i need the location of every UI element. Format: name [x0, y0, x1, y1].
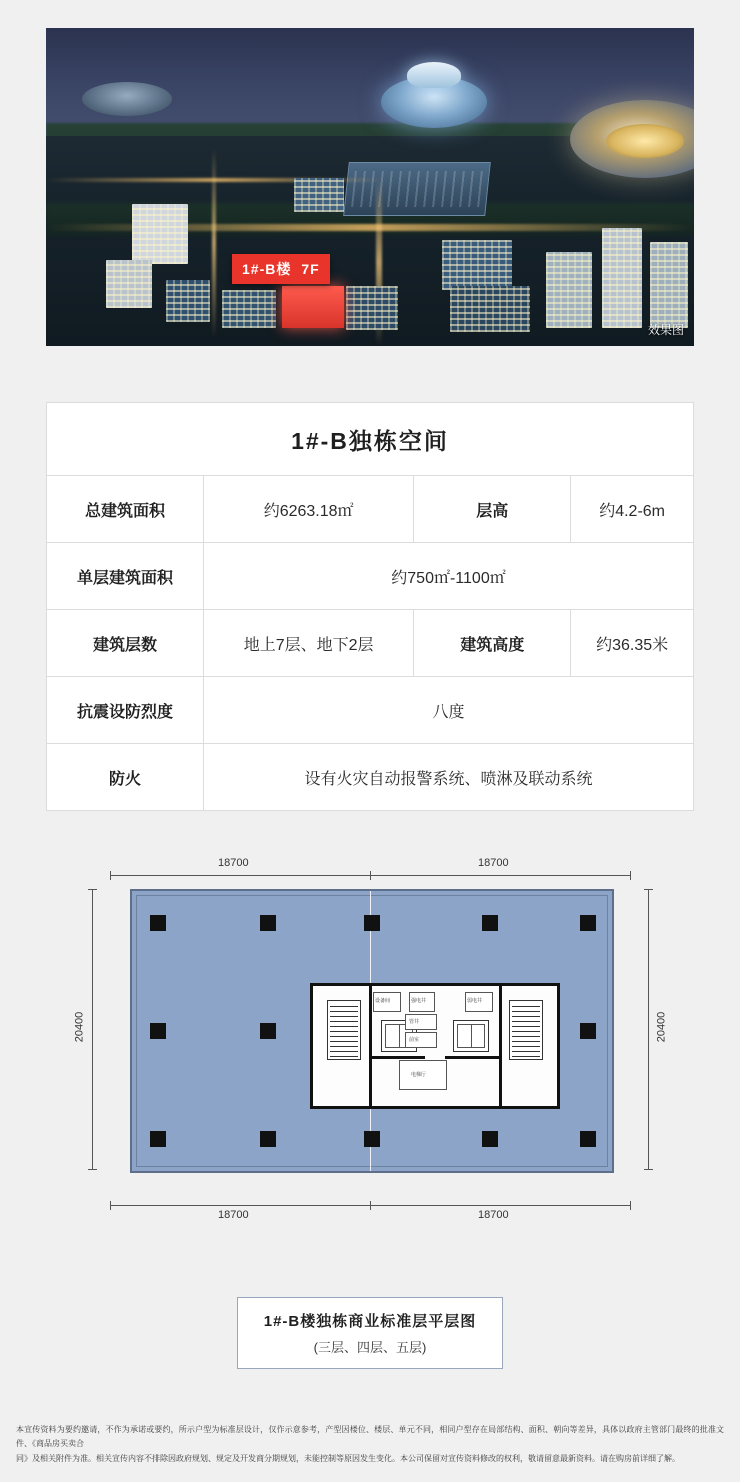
table-row-title: [47, 403, 694, 476]
dimension-line-left: [92, 889, 93, 1169]
plan-caption-subtitle: (三层、四层、五层): [313, 1340, 427, 1355]
spec-label: 抗震设防烈度: [47, 677, 204, 744]
core-wall: [369, 1056, 425, 1059]
dimension-tick: [370, 1201, 371, 1210]
room-label: 弱电井: [467, 998, 483, 1004]
spec-label: 层高: [414, 476, 571, 543]
structural-column: [150, 1131, 166, 1147]
dimension-label-bottom-right: 18700: [478, 1209, 509, 1221]
table-row: [47, 677, 694, 744]
spec-value: 八度: [204, 677, 694, 744]
structural-column: [150, 915, 166, 931]
road-vertical-left: [212, 148, 216, 338]
building-block: [106, 260, 152, 308]
table-row: [47, 476, 694, 543]
dimension-label-left: 20400: [73, 1011, 86, 1043]
dimension-tick: [644, 1169, 653, 1170]
spec-label: 防火: [47, 744, 204, 811]
building-tag-name: 1#-B楼: [242, 261, 292, 277]
building-block: [132, 204, 188, 264]
building-tag: [232, 254, 330, 284]
highlighted-building: [282, 286, 344, 328]
floor-slab: [130, 889, 614, 1173]
spec-value: 约6263.18㎡: [204, 476, 414, 543]
dimension-tick: [110, 871, 111, 880]
table-row: [47, 543, 694, 610]
core-wall: [499, 986, 502, 1106]
aerial-render-image: [46, 28, 694, 346]
structural-column: [150, 1023, 166, 1039]
floor-plan-drawing: [70, 853, 670, 1263]
building-block: [602, 228, 642, 328]
dimension-tick: [644, 889, 653, 890]
structural-column: [482, 915, 498, 931]
hero-section: [0, 0, 740, 346]
structural-column: [260, 915, 276, 931]
structural-column: [580, 1023, 596, 1039]
room-label: 强电井: [411, 998, 427, 1004]
spec-value: 地上7层、地下2层: [204, 610, 414, 677]
dimension-label-top-left: 18700: [218, 857, 249, 869]
plan-caption-title: 1#-B楼独栋商业标准层平层图: [263, 1313, 477, 1330]
spec-label: 建筑高度: [414, 610, 571, 677]
building-block: [294, 178, 344, 212]
building-block: [442, 240, 512, 290]
core-wall: [445, 1056, 502, 1059]
spec-table: [46, 402, 694, 811]
dimension-label-top-right: 18700: [478, 857, 509, 869]
building-block: [166, 280, 210, 322]
structural-column: [364, 1131, 380, 1147]
building-block: [450, 286, 530, 332]
structural-column: [482, 1131, 498, 1147]
render-caption: 效果图: [647, 323, 684, 337]
spec-label: 建筑层数: [47, 610, 204, 677]
stair-right: [509, 1000, 543, 1060]
room-label: 管井: [409, 1019, 420, 1025]
disclaimer-line-2: 同》及相关附件为准。相关宣传内容不排除因政府规划、规定及开发商分期规划，未能控制等原因发生变化。本公司保留对宣传资料修改的权利，敬请留意最新资料。请在购房前详细了解。: [16, 1453, 680, 1463]
structural-column: [260, 1131, 276, 1147]
dimension-label-bottom-left: 18700: [218, 1209, 249, 1221]
floor-plan-section: [0, 811, 740, 1263]
dimension-tick: [88, 889, 97, 890]
elevator-right: [453, 1020, 489, 1052]
room-label: 设备间: [375, 998, 391, 1004]
stadium-dome-icon: [381, 76, 487, 128]
dimension-tick: [110, 1201, 111, 1210]
dimension-tick: [88, 1169, 97, 1170]
dimension-label-right: 20400: [655, 1011, 668, 1043]
room-label: 前室: [409, 1037, 420, 1043]
building-block: [346, 286, 398, 330]
building-core: [310, 983, 560, 1109]
structural-column: [260, 1023, 276, 1039]
table-row: [47, 610, 694, 677]
core-wall: [369, 986, 372, 1106]
building-block: [222, 290, 276, 328]
spec-value: 约4.2-6m: [571, 476, 694, 543]
plan-caption-box: [237, 1297, 504, 1369]
stadium-small-icon: [82, 82, 172, 116]
dimension-tick: [630, 1201, 631, 1210]
dimension-line-right: [648, 889, 649, 1169]
disclaimer-line-1: 本宣传资料为要约邀请，不作为承诺或要约，所示户型为标准层设计，仅作示意参考，产型因楼位、楼层、单元不同，相同户型存在局部结构、面积、朝向等差异，具体以政府主管部门最终的批准文件、《商品房买卖合: [16, 1425, 724, 1449]
table-row: [47, 744, 694, 811]
structural-column: [580, 915, 596, 931]
spec-label: 单层建筑面积: [47, 543, 204, 610]
building-block: [650, 242, 688, 328]
dimension-tick: [370, 871, 371, 880]
exhibition-hall-shape: [343, 162, 491, 216]
spec-value: 设有火灾自动报警系统、喷淋及联动系统: [204, 744, 694, 811]
spec-value: 约36.35米: [571, 610, 694, 677]
structural-column: [364, 915, 380, 931]
stair-left: [327, 1000, 361, 1060]
room-label: 电梯厅: [411, 1072, 427, 1078]
building-tag-floors: 7F: [301, 261, 320, 277]
dimension-tick: [630, 871, 631, 880]
spec-table-title: 1#-B独栋空间: [47, 403, 694, 476]
disclaimer: [0, 1369, 740, 1482]
spec-table-section: [0, 346, 740, 811]
plan-caption-section: [0, 1297, 740, 1369]
spec-label: 总建筑面积: [47, 476, 204, 543]
structural-column: [580, 1131, 596, 1147]
building-block: [546, 252, 592, 328]
spec-value: 约750㎡-1100㎡: [204, 543, 694, 610]
